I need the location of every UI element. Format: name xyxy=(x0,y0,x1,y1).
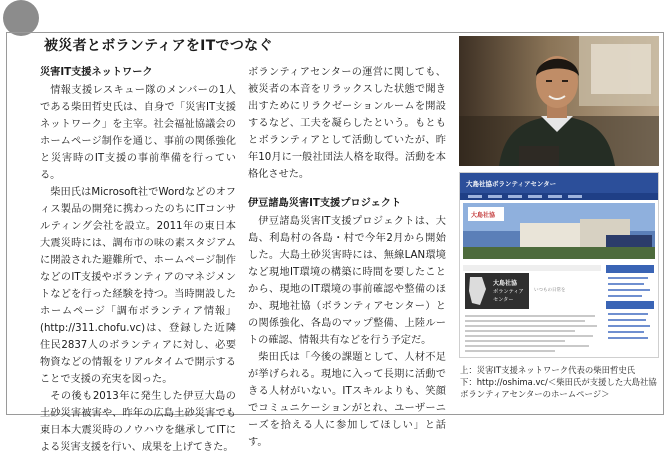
section-heading-izu-project: 伊豆諸島災害IT支援プロジェクト xyxy=(248,198,402,209)
site-title: 大島社協ボランティアセンター xyxy=(466,180,557,188)
logo-line-1: 大島社協 xyxy=(493,280,518,287)
logo-line-3: センター xyxy=(493,297,514,303)
logo-tagline: いつもの日常を xyxy=(534,288,566,293)
paragraph: 柴田氏は「今後の課題として、人材不足が挙げられる。現地に入って長期に活動できる人材がいない。ITスキルよりも、笑顔でコミュニケーションがとれ、ユーザーニーズを拾える人に参加してほしい」と話す。 xyxy=(248,352,446,448)
paragraph: 伊豆諸島災害IT支援プロジェクトは、大島、利島村の各島・村で今年2月から開始した。大島土砂災害時には、無線LAN環境など現地IT環境の構築に時間を要したことから、現地のIT環境の事前確認や整備のほか、現地社協（ボランティアセンター）との関係強化、各島のマップ整備、上陸ルートの確認、情報共有などを行う予定だ。 xyxy=(248,216,446,346)
paragraph: 情報支援レスキュー隊のメンバーの1人である柴田哲史氏は、自身で「災害IT支援ネットワーク」を主宰。社会福祉協議会のホームページ制作を通じ、事前の関係強化と災害時のIT支援の事前準備を行っている。 xyxy=(40,85,236,181)
text-column-left xyxy=(40,64,236,456)
website-screenshot xyxy=(459,172,659,358)
caption-line-lower: 下：http://oshima.vc/＜柴田氏が支援した大島社協ボランティアセンターのホームページ＞ xyxy=(460,377,657,399)
article-title: 被災者とボランティアをITでつなぐ xyxy=(44,38,273,54)
paragraph: その後も2013年に発生した伊豆大島の土砂災害被害や、昨年の広島土砂災害でも東日本大震災時のノウハウを継承してITによる災害支援を行い、成果を上げてきた。 xyxy=(40,391,236,453)
caption-line-upper: 上：災害IT支援ネットワーク代表の柴田哲史氏 xyxy=(460,365,636,375)
banner-title: 大島社協 xyxy=(471,212,496,219)
paragraph: ボランティアセンターの運営に関しても、被災者の本音をリラックスした状態で聞き出すためにリラクゼーションルームを開設するなど、工夫を凝らしたという。もともとボランティアとして活動していたが、昨年10月に一般社団法人格を取得。活動を本格化させた。 xyxy=(248,67,446,180)
logo-line-2: ボランティア xyxy=(493,289,524,295)
portrait-photo xyxy=(459,36,659,166)
section-heading-network: 災害IT支援ネットワーク xyxy=(40,67,153,78)
corner-circle-ornament xyxy=(3,0,39,36)
text-column-middle xyxy=(248,64,446,451)
photo-caption xyxy=(460,364,665,400)
paragraph: 柴田氏はMicrosoft社でWordなどのオフィス製品の開発に携わったのちにITコンサルティング会社を設立。2011年の東日本大震災時には、調布市の味の素スタジアムに開設された避難所で、ホームページ制作などのIT支援やボランティアのマネジメントなどを行った経験を持つ。当時開設したホームページ「調布ボランティア情報」(http://311.chofu.vc)は、登録した近隣住民2837人のボランティアに対し、必要物資などの情報をリアルタイムで開示することで支援の充実を図った。 xyxy=(40,187,236,385)
